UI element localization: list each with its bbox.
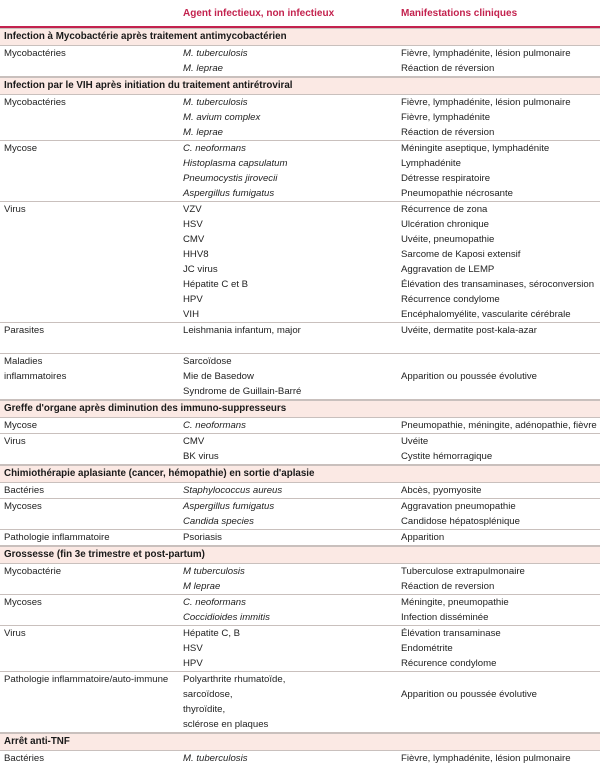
table-group <box>0 564 600 595</box>
agent-cell: sclérose en plaques <box>183 719 269 730</box>
table-row <box>179 449 600 464</box>
manifestation-cell: Fièvre, lymphadénite, lésion pulmonaire <box>401 48 571 59</box>
category-label: Parasites <box>4 325 44 336</box>
agent-cell: Coccidioides immitis <box>183 612 270 623</box>
category-cell <box>0 530 179 545</box>
manifestation-cell <box>399 702 600 717</box>
manifestation-cell: Réaction de reversion <box>401 581 495 592</box>
manifestation-cell <box>399 384 600 399</box>
category-label: Virus <box>4 436 26 447</box>
agent-cell: JC virus <box>183 264 218 275</box>
table-row <box>179 626 600 641</box>
agent-cell: HPV <box>183 658 203 669</box>
table-group <box>0 46 600 77</box>
agent-cell: Sarcoïdose <box>183 356 232 367</box>
category-cell <box>0 46 179 76</box>
agent-cell: HPV <box>183 294 203 305</box>
manifestation-cell: Fièvre, lymphadénite <box>401 112 491 123</box>
category-label: Maladies <box>4 356 43 367</box>
table-group <box>0 672 600 733</box>
manifestation-cell: Ulcération chronique <box>401 219 489 230</box>
agent-cell: HSV <box>183 643 203 654</box>
table-row <box>179 354 600 369</box>
manifestation-cell <box>399 354 600 369</box>
agent-cell: thyroïdite, <box>183 704 226 715</box>
table-row <box>179 610 600 625</box>
manifestation-cell: Aggravation pneumopathie <box>401 501 516 512</box>
section-title: Chimiothérapie aplasiante (cancer, hémopathie) en sortie d'aplasie <box>0 465 600 483</box>
table-group <box>0 499 600 530</box>
table-row <box>179 530 600 545</box>
table-group <box>0 626 600 672</box>
table-row <box>179 46 600 61</box>
agent-cell: M. leprae <box>183 127 223 138</box>
agent-cell: C. neoformans <box>183 597 246 608</box>
agent-cell: Pneumocystis jirovecii <box>183 173 278 184</box>
table-row <box>179 384 600 399</box>
manifestation-cell: Uvéite <box>401 436 429 447</box>
agent-cell: M leprae <box>183 581 221 592</box>
manifestation-cell: Apparition ou poussée évolutive <box>401 371 538 382</box>
agent-cell: Leishmania infantum, major <box>183 325 301 336</box>
table-row <box>179 95 600 110</box>
table-group <box>0 530 600 546</box>
category-cell <box>0 483 179 498</box>
manifestation-cell: Réaction de réversion <box>401 63 495 74</box>
category-cell <box>0 202 179 322</box>
manifestation-cell: Récurence condylome <box>401 658 497 669</box>
table-row <box>179 702 600 717</box>
category-label: Bactéries <box>4 485 44 496</box>
manifestation-cell: Détresse respiratoire <box>401 173 491 184</box>
manifestation-cell: Récurrence de zona <box>401 204 488 215</box>
manifestation-cell: Aggravation de LEMP <box>401 264 495 275</box>
table-group <box>0 434 600 465</box>
agent-cell: Hépatite C, B <box>183 628 241 639</box>
agent-cell: M. leprae <box>183 63 223 74</box>
manifestation-cell: Sarcome de Kaposi extensif <box>401 249 521 260</box>
manifestation-cell: Uvéite, pneumopathie <box>401 234 495 245</box>
table-row <box>179 156 600 171</box>
table-row <box>179 232 600 247</box>
agent-cell: C. neoformans <box>183 143 246 154</box>
manifestation-cell: Élévation des transaminases, séroconversion <box>401 279 595 290</box>
category-label: Mycose <box>4 143 38 154</box>
table-row <box>179 292 600 307</box>
table-row <box>179 579 600 594</box>
table-header <box>0 0 600 28</box>
table-body <box>0 28 600 766</box>
manifestation-cell: Tuberculose extrapulmonaire <box>401 566 525 577</box>
table-row <box>179 323 600 338</box>
table-row <box>179 202 600 217</box>
agent-cell: VIH <box>183 309 199 320</box>
category-cell <box>0 499 179 529</box>
agent-cell: M tuberculosis <box>183 566 245 577</box>
agent-cell: CMV <box>183 234 205 245</box>
agent-cell: Psoriasis <box>183 532 222 543</box>
category-label: Mycoses <box>4 597 42 608</box>
table-row <box>179 141 600 156</box>
table-row <box>179 247 600 262</box>
table-row <box>179 125 600 140</box>
category-label: Pathologie inflammatoire/auto-immune <box>4 674 169 685</box>
table-row <box>179 687 600 702</box>
manifestation-cell <box>399 717 600 732</box>
table-row <box>179 595 600 610</box>
manifestation-cell: Récurrence condylome <box>401 294 500 305</box>
category-cell <box>0 323 179 353</box>
manifestation-cell: Pneumopathie nécrosante <box>401 188 514 199</box>
agent-cell: C. neoformans <box>183 420 246 431</box>
category-cell <box>0 751 179 766</box>
agent-cell: M. tuberculosis <box>183 48 248 59</box>
table-row <box>179 514 600 529</box>
category-label: Pathologie inflammatoire <box>4 532 110 543</box>
category-label: Mycose <box>4 420 38 431</box>
category-cell <box>0 564 179 594</box>
category-cell <box>0 595 179 625</box>
agent-cell: VZV <box>183 204 202 215</box>
category-cell <box>0 626 179 671</box>
category-label: Mycobactérie <box>4 566 62 577</box>
agent-cell: M. tuberculosis <box>183 753 248 764</box>
category-label: Virus <box>4 628 26 639</box>
manifestation-cell: Lymphadénite <box>401 158 461 169</box>
table-row <box>179 338 600 353</box>
category-label: Virus <box>4 204 26 215</box>
agent-cell: Hépatite C et B <box>183 279 249 290</box>
manifestation-cell: Fièvre, lymphadénite, lésion pulmonaire <box>401 753 571 764</box>
category-cell <box>0 95 179 140</box>
table-group <box>0 595 600 626</box>
table-row <box>179 641 600 656</box>
agent-cell: HSV <box>183 219 203 230</box>
category-label: inflammatoires <box>4 371 67 382</box>
manifestation-cell: Endométrite <box>401 643 453 654</box>
section-title: Infection par le VIH après initiation du traitement antirétroviral <box>0 77 600 95</box>
category-cell <box>0 418 179 433</box>
table-row <box>179 369 600 384</box>
section-title: Greffe d'organe après diminution des immuno-suppresseurs <box>0 400 600 418</box>
category-cell <box>0 434 179 464</box>
table-row <box>179 499 600 514</box>
table-row <box>179 110 600 125</box>
agent-cell: Aspergillus fumigatus <box>183 501 275 512</box>
manifestation-cell: Apparition <box>401 532 445 543</box>
category-cell <box>0 141 179 201</box>
header-col-agent: Agent infectieux, non infectieux <box>183 7 335 19</box>
agent-cell: M. avium complex <box>183 112 261 123</box>
agent-cell: M. tuberculosis <box>183 97 248 108</box>
table-group <box>0 418 600 434</box>
manifestation-cell <box>399 672 600 687</box>
section-title: Infection à Mycobactérie après traitement antimycobactérien <box>0 28 600 46</box>
manifestation-cell: Apparition ou poussée évolutive <box>401 689 538 700</box>
category-label: Bactéries <box>4 753 44 764</box>
manifestation-cell: Élévation transaminase <box>401 628 501 639</box>
manifestation-cell: Abcès, pyomyosite <box>401 485 482 496</box>
manifestation-cell: Fièvre, lymphadénite, lésion pulmonaire <box>401 97 571 108</box>
agent-cell: CMV <box>183 436 205 447</box>
table-row <box>179 262 600 277</box>
agent-cell: Aspergillus fumigatus <box>183 188 275 199</box>
table-row <box>179 171 600 186</box>
section-title: Grossesse (fin 3e trimestre et post-partum) <box>0 546 600 564</box>
agent-cell <box>179 338 399 353</box>
manifestation-cell: Encéphalomyélite, vascularite cérébrale <box>401 309 571 320</box>
agent-cell: BK virus <box>183 451 219 462</box>
manifestation-cell: Réaction de réversion <box>401 127 495 138</box>
agent-cell: Candida species <box>183 516 254 527</box>
manifestation-cell: Infection disséminée <box>401 612 489 623</box>
manifestation-cell: Cystite hémorragique <box>401 451 493 462</box>
agent-cell: Staphylococcus aureus <box>183 485 283 496</box>
category-cell <box>0 354 179 399</box>
manifestation-cell: Pneumopathie, méningite, adénopathie, fièvre <box>401 420 597 431</box>
manifestation-cell: Méningite aseptique, lymphadénite <box>401 143 550 154</box>
table-row <box>179 217 600 232</box>
table-row <box>179 307 600 322</box>
category-label: Mycobactéries <box>4 97 66 108</box>
agent-cell: Histoplasma capsulatum <box>183 158 288 169</box>
agent-cell: Syndrome de Guillain-Barré <box>183 386 302 397</box>
category-cell <box>0 672 179 732</box>
manifestation-cell: Candidose hépatosplénique <box>401 516 520 527</box>
table-row <box>179 418 600 433</box>
table-row <box>179 656 600 671</box>
table-row <box>179 61 600 76</box>
table-row <box>179 672 600 687</box>
table-row <box>179 434 600 449</box>
manifestation-cell <box>399 338 600 353</box>
manifestation-cell: Méningite, pneumopathie <box>401 597 509 608</box>
table-group <box>0 751 600 766</box>
category-label: Mycobactéries <box>4 48 66 59</box>
table-group <box>0 323 600 354</box>
agent-cell: Mie de Basedow <box>183 371 254 382</box>
table-row <box>179 186 600 201</box>
table-group <box>0 483 600 499</box>
table-group <box>0 354 600 400</box>
category-label: Mycoses <box>4 501 42 512</box>
table-row <box>179 277 600 292</box>
table-row <box>179 564 600 579</box>
table-group <box>0 95 600 141</box>
agent-cell: Polyarthrite rhumatoïde, <box>183 674 286 685</box>
agent-cell: sarcoïdose, <box>183 689 233 700</box>
table-group <box>0 202 600 323</box>
table-row <box>179 717 600 732</box>
table-row <box>179 751 600 766</box>
table-group <box>0 141 600 202</box>
header-col-manifestation: Manifestations cliniques <box>401 7 518 19</box>
table-row <box>179 483 600 498</box>
manifestation-cell: Uvéite, dermatite post-kala-azar <box>401 325 537 336</box>
agent-cell: HHV8 <box>183 249 209 260</box>
section-title: Arrêt anti-TNF <box>0 733 600 751</box>
